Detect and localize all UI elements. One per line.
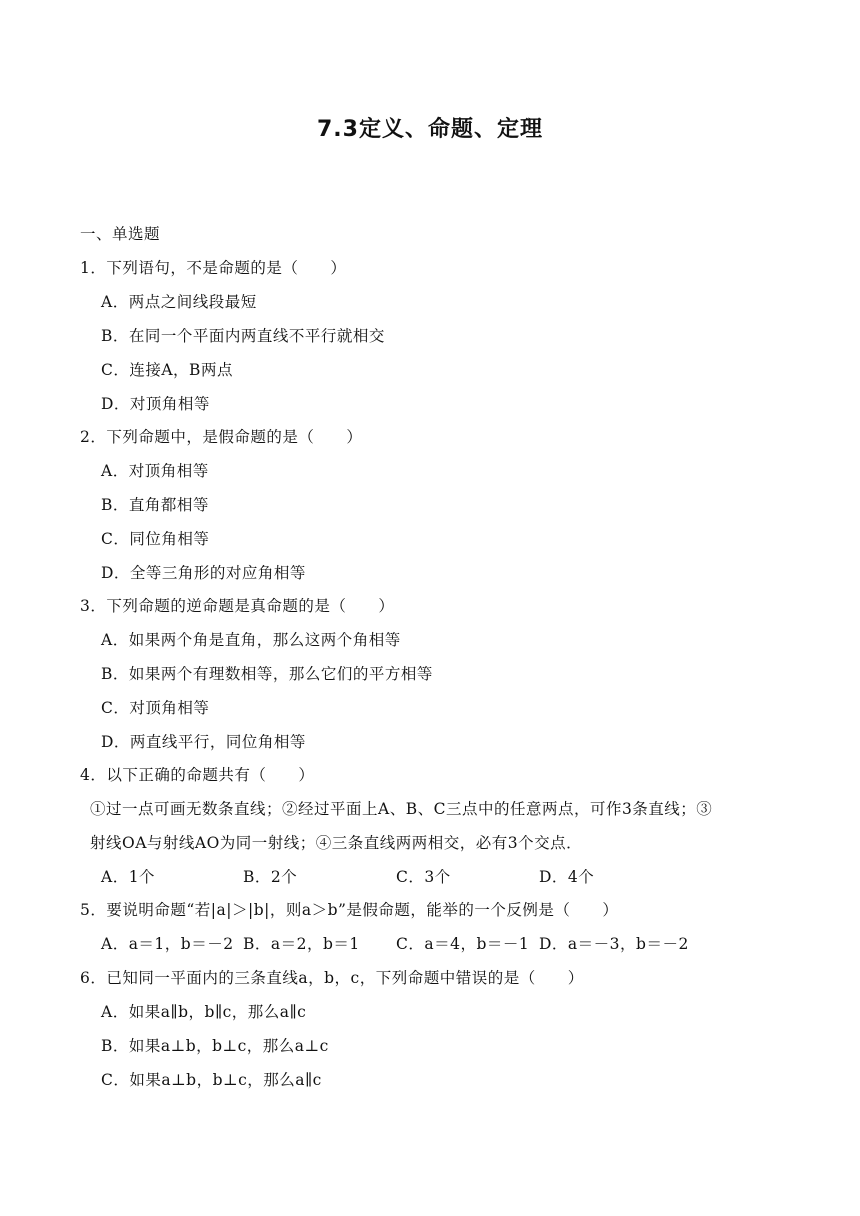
question-4-option-b: B．2个 [243,868,298,886]
question-5-option-a: A．a＝1，b＝－2 [101,935,234,953]
question-4-body-line-1: ①过一点可画无数条直线；②经过平面上A、B、C三点中的任意两点，可作3条直线；③ [90,800,713,818]
question-5-option-d: D．a＝－3，b＝－2 [539,935,689,953]
question-3-option-b: B．如果两个有理数相等，那么它们的平方相等 [101,665,433,683]
question-5-stem: 5．要说明命题“若|a|＞|b|，则a＞b”是假命题，能举的一个反例是（ ） [80,901,619,919]
question-4-option-a: A．1个 [101,868,156,886]
question-6-option-b: B．如果a⊥b，b⊥c，那么a⊥c [101,1037,329,1055]
question-5-option-c: C．a＝4，b＝－1 [396,935,530,953]
question-1-option-b: B．在同一个平面内两直线不平行就相交 [101,327,385,345]
question-1-option-c: C．连接A，B两点 [101,361,233,379]
section-heading: 一、单选题 [80,225,161,243]
question-3-option-a: A．如果两个角是直角，那么这两个角相等 [101,631,401,649]
question-2-stem: 2．下列命题中，是假命题的是（ ） [80,428,363,446]
question-6-stem: 6．已知同一平面内的三条直线a，b，c，下列命题中错误的是（ ） [80,969,584,987]
question-4-body-line-2: 射线OA与射线AO为同一射线；④三条直线两两相交，必有3个交点． [90,834,583,852]
question-4-option-d: D．4个 [539,868,595,886]
question-6-option-a: A．如果a∥b，b∥c，那么a∥c [101,1003,307,1021]
page-title: 7.3定义、命题、定理 [317,117,543,142]
question-5-option-b: B．a＝2，b＝1 [243,935,360,953]
question-3-option-d: D．两直线平行，同位角相等 [101,733,306,751]
question-3-option-c: C．对顶角相等 [101,699,210,717]
question-2-option-a: A．对顶角相等 [101,462,209,480]
question-1-option-d: D．对顶角相等 [101,395,210,413]
question-6-option-c: C．如果a⊥b，b⊥c，那么a∥c [101,1071,322,1089]
question-2-option-c: C．同位角相等 [101,530,210,548]
question-2-option-b: B．直角都相等 [101,496,209,514]
question-4-option-c: C．3个 [396,868,451,886]
question-1-option-a: A．两点之间线段最短 [101,293,257,311]
question-4-stem: 4．以下正确的命题共有（ ） [80,766,315,784]
question-2-option-d: D．全等三角形的对应角相等 [101,564,306,582]
question-1-stem: 1．下列语句，不是命题的是（ ） [80,259,347,277]
question-3-stem: 3．下列命题的逆命题是真命题的是（ ） [80,597,395,615]
